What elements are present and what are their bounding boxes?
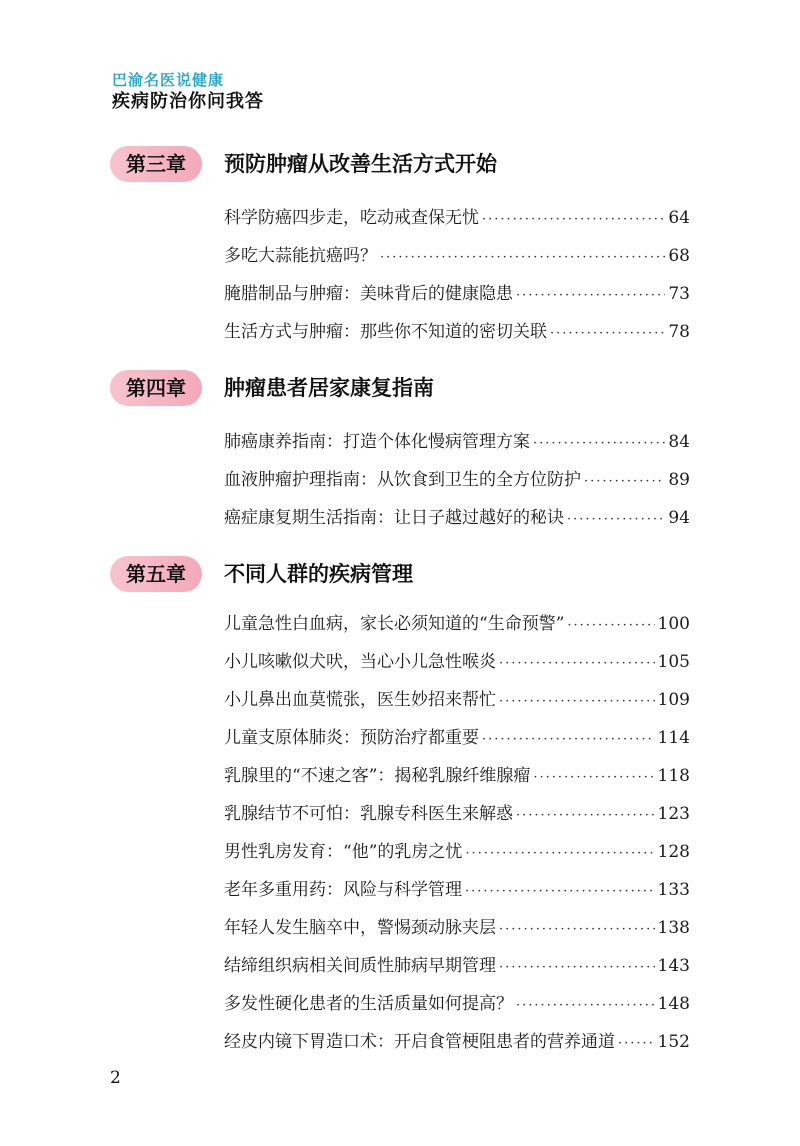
toc-entry-page: 118 [657, 766, 690, 786]
toc-entry-title: 乳腺里的“不速之客”：揭秘乳腺纤维腺瘤 [224, 766, 531, 786]
chapter-heading [0, 366, 800, 410]
toc-entry[interactable] [224, 275, 690, 313]
toc-entry[interactable] [224, 423, 690, 461]
leader-dots [499, 645, 655, 683]
toc-entry[interactable] [224, 681, 690, 719]
toc-entry-page: 105 [657, 652, 690, 672]
toc-entry-title: 小儿鼻出血莫慌张，医生妙招来帮忙 [224, 690, 496, 710]
leader-dots [499, 683, 655, 721]
leader-dots [533, 759, 654, 797]
toc-entry-title: 年轻人发生脑卒中，警惕颈动脉夹层 [224, 918, 496, 938]
toc-entry-page: 94 [668, 508, 690, 528]
toc-entry[interactable] [224, 499, 690, 537]
leader-dots [465, 835, 654, 873]
series-title [112, 70, 264, 114]
chapter-label: 第三章 [126, 152, 186, 176]
series-title-line2: 疾病防治你问我答 [112, 91, 264, 112]
toc-entry[interactable] [224, 757, 690, 795]
toc-entry-title: 老年多重用药：风险与科学管理 [224, 880, 462, 900]
toc-entry-title: 男性乳房发育：“他”的乳房之忧 [224, 842, 463, 862]
toc-entry-title: 腌腊制品与肿瘤：美味背后的健康隐患 [224, 284, 513, 304]
chapter-label: 第四章 [126, 376, 186, 400]
leader-dots [380, 239, 665, 277]
toc-entry-page: 89 [668, 470, 690, 490]
chapter-heading [0, 552, 800, 596]
toc-entry-page: 109 [657, 690, 690, 710]
toc-entry[interactable] [224, 461, 690, 499]
leader-dots [499, 911, 655, 949]
toc-list [224, 605, 690, 1061]
leader-dots [567, 607, 654, 645]
chapter-badge [110, 370, 202, 406]
leader-dots [499, 949, 655, 987]
toc-entry-page: 68 [668, 246, 690, 266]
toc-entry[interactable] [224, 795, 690, 833]
toc-entry-title: 结缔组织病相关间质性肺病早期管理 [224, 956, 496, 976]
toc-entry-page: 148 [657, 994, 690, 1014]
toc-entry-title: 经皮内镜下胃造口术：开启食管梗阻患者的营养通道 [224, 1032, 615, 1052]
chapter-heading [0, 142, 800, 186]
toc-entry[interactable] [224, 643, 690, 681]
toc-entry-title: 乳腺结节不可怕：乳腺专科医生来解惑 [224, 804, 513, 824]
toc-entry[interactable] [224, 947, 690, 985]
leader-dots [516, 987, 655, 1025]
toc-entry[interactable] [224, 1023, 690, 1061]
toc-entry[interactable] [224, 719, 690, 757]
leader-dots [516, 797, 655, 835]
toc-entry-page: 128 [657, 842, 690, 862]
toc-list [224, 423, 690, 537]
toc-entry-page: 100 [657, 614, 690, 634]
toc-entry-title: 生活方式与肿瘤：那些你不知道的密切关联 [224, 322, 547, 342]
toc-list [224, 199, 690, 351]
toc-entry-title: 多吃大蒜能抗癌吗？ [224, 246, 377, 266]
chapter-label: 第五章 [126, 562, 186, 586]
toc-entry-title: 科学防癌四步走，吃动戒查保无忧 [224, 208, 479, 228]
toc-entry[interactable] [224, 313, 690, 351]
toc-entry[interactable] [224, 833, 690, 871]
chapter-badge [110, 146, 202, 182]
toc-entry[interactable] [224, 605, 690, 643]
toc-entry-page: 152 [657, 1032, 690, 1052]
series-title-line1: 巴渝名医说健康 [112, 71, 225, 89]
toc-entry[interactable] [224, 985, 690, 1023]
toc-entry-page: 138 [657, 918, 690, 938]
toc-entry[interactable] [224, 237, 690, 275]
toc-entry-page: 123 [657, 804, 690, 824]
toc-entry-title: 肺癌康养指南：打造个体化慢病管理方案 [224, 432, 530, 452]
toc-entry-page: 133 [657, 880, 690, 900]
chapter-title: 不同人群的疾病管理 [224, 561, 413, 586]
toc-entry[interactable] [224, 199, 690, 237]
toc-entry[interactable] [224, 871, 690, 909]
chapter-title: 肿瘤患者居家康复指南 [224, 375, 434, 400]
toc-entry-title: 儿童急性白血病，家长必须知道的“生命预警” [224, 614, 565, 634]
leader-dots [465, 873, 655, 911]
leader-dots [618, 1025, 655, 1063]
toc-entry-page: 143 [657, 956, 690, 976]
leader-dots [584, 463, 665, 501]
toc-entry-page: 73 [668, 284, 690, 304]
leader-dots [567, 501, 665, 539]
toc-entry-title: 多发性硬化患者的生活质量如何提高？ [224, 994, 513, 1014]
chapter-badge [110, 556, 202, 592]
toc-entry-title: 儿童支原体肺炎：预防治疗都重要 [224, 728, 479, 748]
chapter-title: 预防肿瘤从改善生活方式开始 [224, 151, 497, 176]
leader-dots [533, 425, 665, 463]
leader-dots [482, 721, 655, 759]
toc-entry-page: 78 [668, 322, 690, 342]
toc-entry-page: 114 [657, 728, 690, 748]
leader-dots [516, 277, 665, 315]
leader-dots [482, 201, 665, 239]
leader-dots [550, 315, 665, 353]
page-number: 2 [110, 1068, 121, 1088]
toc-entry[interactable] [224, 909, 690, 947]
toc-entry-title: 小儿咳嗽似犬吠，当心小儿急性喉炎 [224, 652, 496, 672]
toc-entry-page: 84 [668, 432, 690, 452]
toc-entry-title: 癌症康复期生活指南：让日子越过越好的秘诀 [224, 508, 564, 528]
toc-entry-title: 血液肿瘤护理指南：从饮食到卫生的全方位防护 [224, 470, 581, 490]
toc-entry-page: 64 [668, 208, 690, 228]
